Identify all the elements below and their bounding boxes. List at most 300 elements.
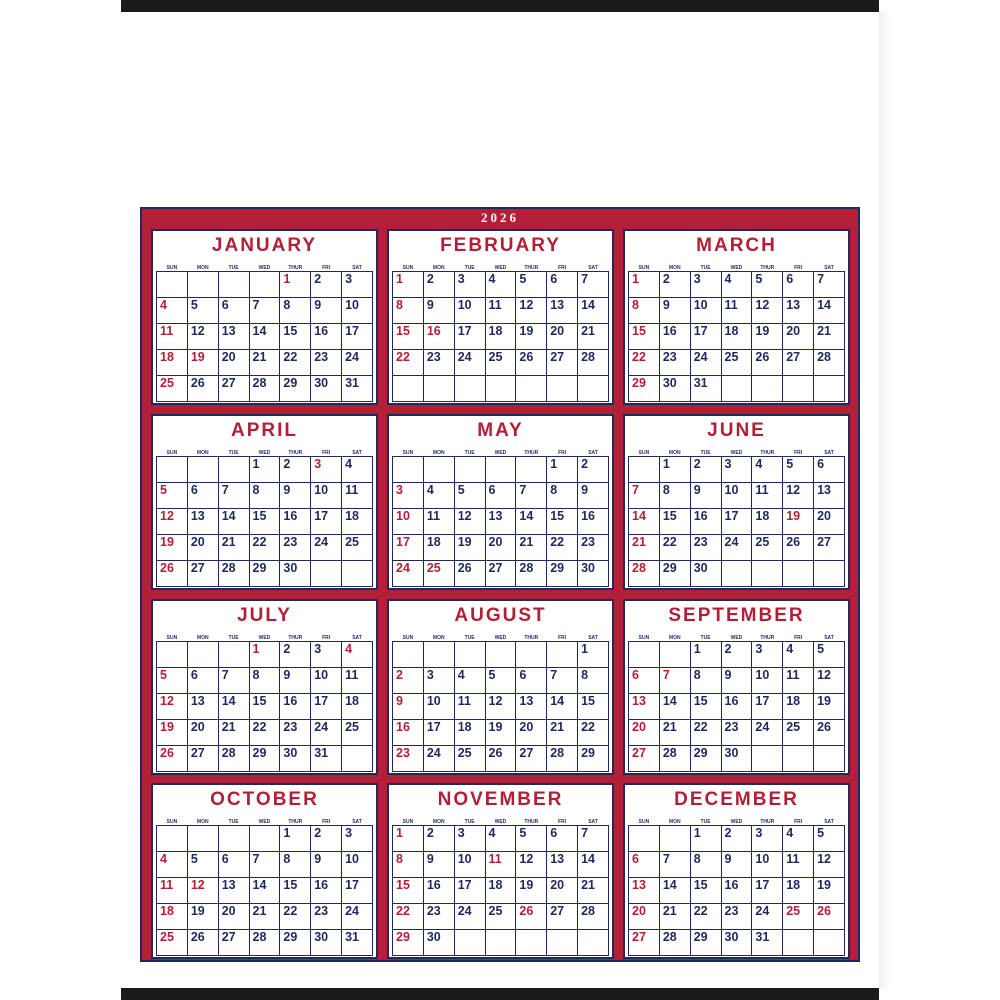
day-number: 30 bbox=[581, 561, 595, 575]
day-cell bbox=[157, 509, 188, 535]
day-number: 31 bbox=[345, 376, 359, 390]
weekday-header: SUN bbox=[393, 265, 424, 272]
day-cell bbox=[752, 535, 783, 561]
day-cell bbox=[814, 350, 845, 376]
day-number: 26 bbox=[488, 746, 503, 760]
day-cell bbox=[249, 272, 280, 298]
day-cell bbox=[752, 457, 783, 483]
bottom-binding-bar bbox=[121, 988, 879, 1000]
day-cell bbox=[157, 878, 188, 904]
day-cell bbox=[629, 826, 660, 852]
day-cell bbox=[752, 483, 783, 509]
day-number: 27 bbox=[221, 930, 236, 944]
day-number: 9 bbox=[283, 483, 291, 497]
day-cell bbox=[721, 826, 752, 852]
day-number: 15 bbox=[662, 509, 677, 523]
day-cell bbox=[454, 483, 485, 509]
weekday-header: THUR bbox=[752, 450, 783, 457]
weekday-header: WED bbox=[249, 819, 280, 826]
day-number: 8 bbox=[396, 852, 403, 866]
day-cell bbox=[690, 826, 721, 852]
day-number: 5 bbox=[190, 298, 198, 312]
day-cell bbox=[578, 535, 609, 561]
day-cell bbox=[249, 852, 280, 878]
day-cell bbox=[783, 350, 814, 376]
day-cell bbox=[342, 904, 373, 930]
day-cell bbox=[659, 826, 690, 852]
day-cell bbox=[393, 535, 424, 561]
day-number: 12 bbox=[190, 878, 205, 892]
month-name: JUNE bbox=[707, 420, 766, 441]
weekday-header: THUR bbox=[280, 635, 311, 642]
day-number: 17 bbox=[755, 878, 770, 892]
day-cell bbox=[393, 852, 424, 878]
month-grid bbox=[392, 450, 609, 587]
day-number: 26 bbox=[817, 904, 831, 918]
day-cell bbox=[218, 826, 249, 852]
calendar-frame bbox=[140, 207, 860, 962]
day-cell bbox=[218, 930, 249, 956]
weekday-header: SUN bbox=[629, 450, 660, 457]
day-cell bbox=[547, 376, 578, 402]
day-cell bbox=[659, 878, 690, 904]
day-number: 12 bbox=[786, 483, 801, 497]
day-cell bbox=[752, 561, 783, 587]
day-cell bbox=[578, 509, 609, 535]
day-cell bbox=[280, 376, 311, 402]
day-cell bbox=[629, 535, 660, 561]
day-cell bbox=[157, 668, 188, 694]
day-number: 17 bbox=[724, 509, 739, 523]
weekday-header: FRI bbox=[547, 450, 578, 457]
day-cell bbox=[690, 324, 721, 350]
day-number: 20 bbox=[817, 509, 831, 523]
day-cell bbox=[218, 535, 249, 561]
day-cell bbox=[311, 535, 342, 561]
day-number: 19 bbox=[190, 350, 205, 364]
day-number: 28 bbox=[581, 350, 595, 364]
day-number: 11 bbox=[786, 852, 800, 866]
day-number: 2 bbox=[724, 826, 732, 840]
day-cell bbox=[721, 720, 752, 746]
day-number: 14 bbox=[252, 324, 267, 338]
month-august bbox=[387, 599, 614, 775]
day-cell bbox=[516, 642, 547, 668]
day-number: 4 bbox=[755, 457, 763, 471]
day-cell bbox=[218, 668, 249, 694]
day-cell bbox=[578, 852, 609, 878]
day-number: 20 bbox=[550, 878, 565, 892]
day-number: 4 bbox=[345, 642, 353, 656]
day-number: 10 bbox=[345, 852, 359, 866]
day-cell bbox=[218, 376, 249, 402]
day-cell bbox=[454, 376, 485, 402]
day-number: 3 bbox=[396, 483, 403, 497]
day-number: 2 bbox=[724, 642, 732, 656]
day-number: 13 bbox=[519, 694, 534, 708]
day-number: 15 bbox=[550, 509, 565, 523]
day-cell bbox=[311, 298, 342, 324]
day-number: 23 bbox=[693, 535, 708, 549]
day-number: 28 bbox=[221, 561, 236, 575]
day-number: 9 bbox=[283, 668, 291, 682]
day-cell bbox=[280, 930, 311, 956]
day-number: 25 bbox=[786, 720, 801, 734]
day-cell bbox=[311, 457, 342, 483]
weekday-header: WED bbox=[485, 635, 516, 642]
weekday-header: SAT bbox=[814, 819, 845, 826]
day-cell bbox=[187, 930, 218, 956]
day-number: 30 bbox=[662, 376, 677, 390]
day-cell bbox=[249, 668, 280, 694]
day-cell bbox=[629, 694, 660, 720]
day-cell bbox=[659, 350, 690, 376]
day-number: 23 bbox=[396, 746, 410, 760]
day-number: 1 bbox=[693, 642, 701, 656]
day-cell bbox=[187, 324, 218, 350]
day-number: 20 bbox=[550, 324, 565, 338]
day-number: 24 bbox=[724, 535, 739, 549]
day-cell bbox=[578, 694, 609, 720]
day-cell bbox=[218, 272, 249, 298]
day-number: 30 bbox=[283, 561, 298, 575]
day-number: 17 bbox=[314, 694, 329, 708]
day-cell bbox=[280, 350, 311, 376]
month-grid bbox=[156, 265, 373, 402]
day-number: 12 bbox=[160, 509, 174, 523]
month-july bbox=[151, 599, 378, 775]
day-cell bbox=[485, 746, 516, 772]
top-binding-bar bbox=[121, 0, 879, 12]
day-number: 4 bbox=[160, 298, 167, 312]
day-cell bbox=[423, 878, 454, 904]
day-number: 6 bbox=[786, 272, 794, 286]
page-edge bbox=[879, 12, 891, 988]
day-cell bbox=[721, 457, 752, 483]
day-number: 7 bbox=[519, 483, 527, 497]
weekday-header: SUN bbox=[157, 265, 188, 272]
day-number: 23 bbox=[283, 720, 298, 734]
day-number: 25 bbox=[724, 350, 739, 364]
day-cell bbox=[311, 642, 342, 668]
day-cell bbox=[547, 668, 578, 694]
day-cell bbox=[485, 642, 516, 668]
day-number: 7 bbox=[581, 826, 589, 840]
day-cell bbox=[783, 694, 814, 720]
day-cell bbox=[578, 642, 609, 668]
day-number: 6 bbox=[190, 483, 198, 497]
day-cell bbox=[157, 376, 188, 402]
day-number: 23 bbox=[314, 904, 329, 918]
day-cell bbox=[342, 561, 373, 587]
day-number: 20 bbox=[190, 720, 205, 734]
day-cell bbox=[454, 694, 485, 720]
day-cell bbox=[690, 642, 721, 668]
day-number: 15 bbox=[693, 694, 708, 708]
day-number: 7 bbox=[662, 668, 670, 682]
day-cell bbox=[485, 720, 516, 746]
day-cell bbox=[187, 746, 218, 772]
day-cell bbox=[249, 535, 280, 561]
day-number: 26 bbox=[190, 930, 205, 944]
day-cell bbox=[187, 852, 218, 878]
day-cell bbox=[659, 324, 690, 350]
day-cell bbox=[249, 746, 280, 772]
day-cell bbox=[547, 746, 578, 772]
weekday-header: SUN bbox=[393, 635, 424, 642]
weekday-header: SAT bbox=[342, 265, 373, 272]
day-cell bbox=[629, 878, 660, 904]
day-cell bbox=[659, 298, 690, 324]
day-cell bbox=[218, 642, 249, 668]
day-number: 18 bbox=[724, 324, 739, 338]
day-number: 3 bbox=[314, 457, 322, 471]
day-cell bbox=[280, 509, 311, 535]
day-cell bbox=[342, 852, 373, 878]
weekday-header: SAT bbox=[578, 819, 609, 826]
day-cell bbox=[454, 509, 485, 535]
day-number: 17 bbox=[314, 509, 329, 523]
day-number: 25 bbox=[488, 350, 503, 364]
day-number: 28 bbox=[662, 930, 677, 944]
day-cell bbox=[629, 561, 660, 587]
day-cell bbox=[393, 272, 424, 298]
weekday-header: SUN bbox=[157, 450, 188, 457]
month-name: NOVEMBER bbox=[437, 789, 564, 810]
day-number: 27 bbox=[190, 561, 205, 575]
weekday-header: SUN bbox=[157, 635, 188, 642]
day-cell bbox=[783, 746, 814, 772]
day-number: 17 bbox=[396, 535, 410, 549]
day-cell bbox=[752, 668, 783, 694]
day-cell bbox=[249, 720, 280, 746]
day-cell bbox=[187, 561, 218, 587]
day-number: 4 bbox=[488, 272, 496, 286]
weekday-header: TUE bbox=[218, 265, 249, 272]
day-number: 30 bbox=[283, 746, 298, 760]
day-cell bbox=[187, 642, 218, 668]
day-number: 12 bbox=[519, 852, 534, 866]
day-cell bbox=[342, 509, 373, 535]
day-cell bbox=[752, 509, 783, 535]
day-cell bbox=[783, 509, 814, 535]
day-number: 17 bbox=[457, 324, 472, 338]
day-cell bbox=[783, 376, 814, 402]
day-cell bbox=[629, 720, 660, 746]
day-number: 25 bbox=[345, 535, 359, 549]
day-cell bbox=[783, 561, 814, 587]
day-cell bbox=[659, 852, 690, 878]
day-number: 16 bbox=[314, 878, 329, 892]
day-cell bbox=[721, 746, 752, 772]
day-number: 28 bbox=[550, 746, 565, 760]
day-number: 17 bbox=[755, 694, 770, 708]
day-cell bbox=[187, 878, 218, 904]
day-cell bbox=[280, 561, 311, 587]
day-cell bbox=[218, 561, 249, 587]
day-number: 29 bbox=[632, 376, 646, 390]
day-cell bbox=[721, 298, 752, 324]
day-cell bbox=[280, 746, 311, 772]
day-cell bbox=[659, 668, 690, 694]
day-cell bbox=[342, 483, 373, 509]
day-cell bbox=[547, 904, 578, 930]
day-number: 11 bbox=[457, 694, 471, 708]
day-number: 8 bbox=[252, 668, 260, 682]
month-grid bbox=[392, 819, 609, 956]
day-number: 21 bbox=[252, 904, 267, 918]
day-number: 14 bbox=[632, 509, 646, 523]
month-name: MARCH bbox=[696, 235, 777, 256]
day-cell bbox=[690, 720, 721, 746]
day-number: 8 bbox=[283, 852, 291, 866]
day-number: 16 bbox=[581, 509, 595, 523]
day-cell bbox=[423, 852, 454, 878]
day-number: 5 bbox=[519, 826, 527, 840]
day-cell bbox=[690, 561, 721, 587]
day-number: 20 bbox=[221, 904, 236, 918]
day-cell bbox=[690, 483, 721, 509]
day-number: 25 bbox=[457, 746, 472, 760]
day-cell bbox=[249, 483, 280, 509]
day-number: 24 bbox=[693, 350, 708, 364]
day-cell bbox=[342, 642, 373, 668]
day-cell bbox=[157, 350, 188, 376]
weekday-header: MON bbox=[187, 450, 218, 457]
weekday-header: MON bbox=[659, 819, 690, 826]
weekday-header: TUE bbox=[690, 635, 721, 642]
day-number: 29 bbox=[396, 930, 410, 944]
day-cell bbox=[311, 746, 342, 772]
day-cell bbox=[485, 324, 516, 350]
day-number: 26 bbox=[786, 535, 801, 549]
day-number: 21 bbox=[581, 324, 595, 338]
day-cell bbox=[783, 852, 814, 878]
day-number: 4 bbox=[160, 852, 167, 866]
weekday-header: SAT bbox=[342, 450, 373, 457]
day-cell bbox=[423, 350, 454, 376]
weekday-header: WED bbox=[249, 450, 280, 457]
day-cell bbox=[218, 852, 249, 878]
day-number: 27 bbox=[550, 904, 565, 918]
day-cell bbox=[814, 509, 845, 535]
day-number: 9 bbox=[426, 298, 434, 312]
day-number: 23 bbox=[581, 535, 595, 549]
day-cell bbox=[690, 746, 721, 772]
day-cell bbox=[249, 561, 280, 587]
day-cell bbox=[187, 376, 218, 402]
day-number: 28 bbox=[817, 350, 831, 364]
day-cell bbox=[629, 483, 660, 509]
day-number: 7 bbox=[221, 483, 229, 497]
day-number: 15 bbox=[581, 694, 595, 708]
day-number: 8 bbox=[693, 668, 701, 682]
weekday-header: FRI bbox=[311, 265, 342, 272]
day-cell bbox=[342, 826, 373, 852]
day-cell bbox=[423, 561, 454, 587]
month-name: FEBRUARY bbox=[440, 235, 561, 256]
day-cell bbox=[187, 904, 218, 930]
day-number: 13 bbox=[550, 298, 565, 312]
day-number: 11 bbox=[345, 668, 359, 682]
day-cell bbox=[423, 826, 454, 852]
day-cell bbox=[342, 376, 373, 402]
day-cell bbox=[578, 272, 609, 298]
day-number: 11 bbox=[755, 483, 769, 497]
day-number: 6 bbox=[488, 483, 496, 497]
day-cell bbox=[454, 826, 485, 852]
month-january bbox=[151, 229, 378, 405]
day-cell bbox=[218, 878, 249, 904]
day-cell bbox=[218, 720, 249, 746]
day-cell bbox=[187, 535, 218, 561]
day-number: 20 bbox=[221, 350, 236, 364]
weekday-header: MON bbox=[423, 450, 454, 457]
day-cell bbox=[423, 457, 454, 483]
day-cell bbox=[423, 668, 454, 694]
day-cell bbox=[690, 272, 721, 298]
day-number: 2 bbox=[581, 457, 589, 471]
day-cell bbox=[752, 350, 783, 376]
day-number: 23 bbox=[314, 350, 329, 364]
day-cell bbox=[311, 350, 342, 376]
day-number: 5 bbox=[190, 852, 198, 866]
weekday-header: WED bbox=[485, 265, 516, 272]
day-cell bbox=[752, 324, 783, 350]
weekday-header: WED bbox=[721, 450, 752, 457]
weekday-header: SAT bbox=[342, 819, 373, 826]
day-number: 22 bbox=[632, 350, 646, 364]
day-number: 24 bbox=[345, 904, 359, 918]
weekday-header: SAT bbox=[814, 635, 845, 642]
day-cell bbox=[393, 324, 424, 350]
day-number: 12 bbox=[817, 852, 831, 866]
day-number: 10 bbox=[693, 298, 708, 312]
day-number: 24 bbox=[314, 720, 329, 734]
day-number: 26 bbox=[190, 376, 205, 390]
day-cell bbox=[814, 720, 845, 746]
day-cell bbox=[721, 376, 752, 402]
day-cell bbox=[454, 272, 485, 298]
month-november bbox=[387, 783, 614, 959]
day-number: 12 bbox=[190, 324, 205, 338]
day-number: 21 bbox=[581, 878, 595, 892]
day-cell bbox=[454, 720, 485, 746]
day-cell bbox=[547, 272, 578, 298]
day-cell bbox=[157, 852, 188, 878]
day-number: 15 bbox=[252, 694, 267, 708]
day-cell bbox=[814, 483, 845, 509]
day-cell bbox=[547, 457, 578, 483]
day-cell bbox=[311, 694, 342, 720]
day-number: 21 bbox=[662, 720, 677, 734]
day-number: 1 bbox=[396, 826, 403, 840]
day-number: 10 bbox=[724, 483, 739, 497]
day-cell bbox=[157, 298, 188, 324]
weekday-header: WED bbox=[485, 819, 516, 826]
day-number: 13 bbox=[632, 694, 646, 708]
day-number: 9 bbox=[724, 852, 732, 866]
day-cell bbox=[690, 457, 721, 483]
day-cell bbox=[157, 272, 188, 298]
day-number: 8 bbox=[632, 298, 639, 312]
day-number: 28 bbox=[632, 561, 646, 575]
day-number: 14 bbox=[581, 298, 595, 312]
day-number: 6 bbox=[817, 457, 825, 471]
day-cell bbox=[187, 694, 218, 720]
day-number: 13 bbox=[190, 509, 205, 523]
weekday-header: TUE bbox=[218, 450, 249, 457]
